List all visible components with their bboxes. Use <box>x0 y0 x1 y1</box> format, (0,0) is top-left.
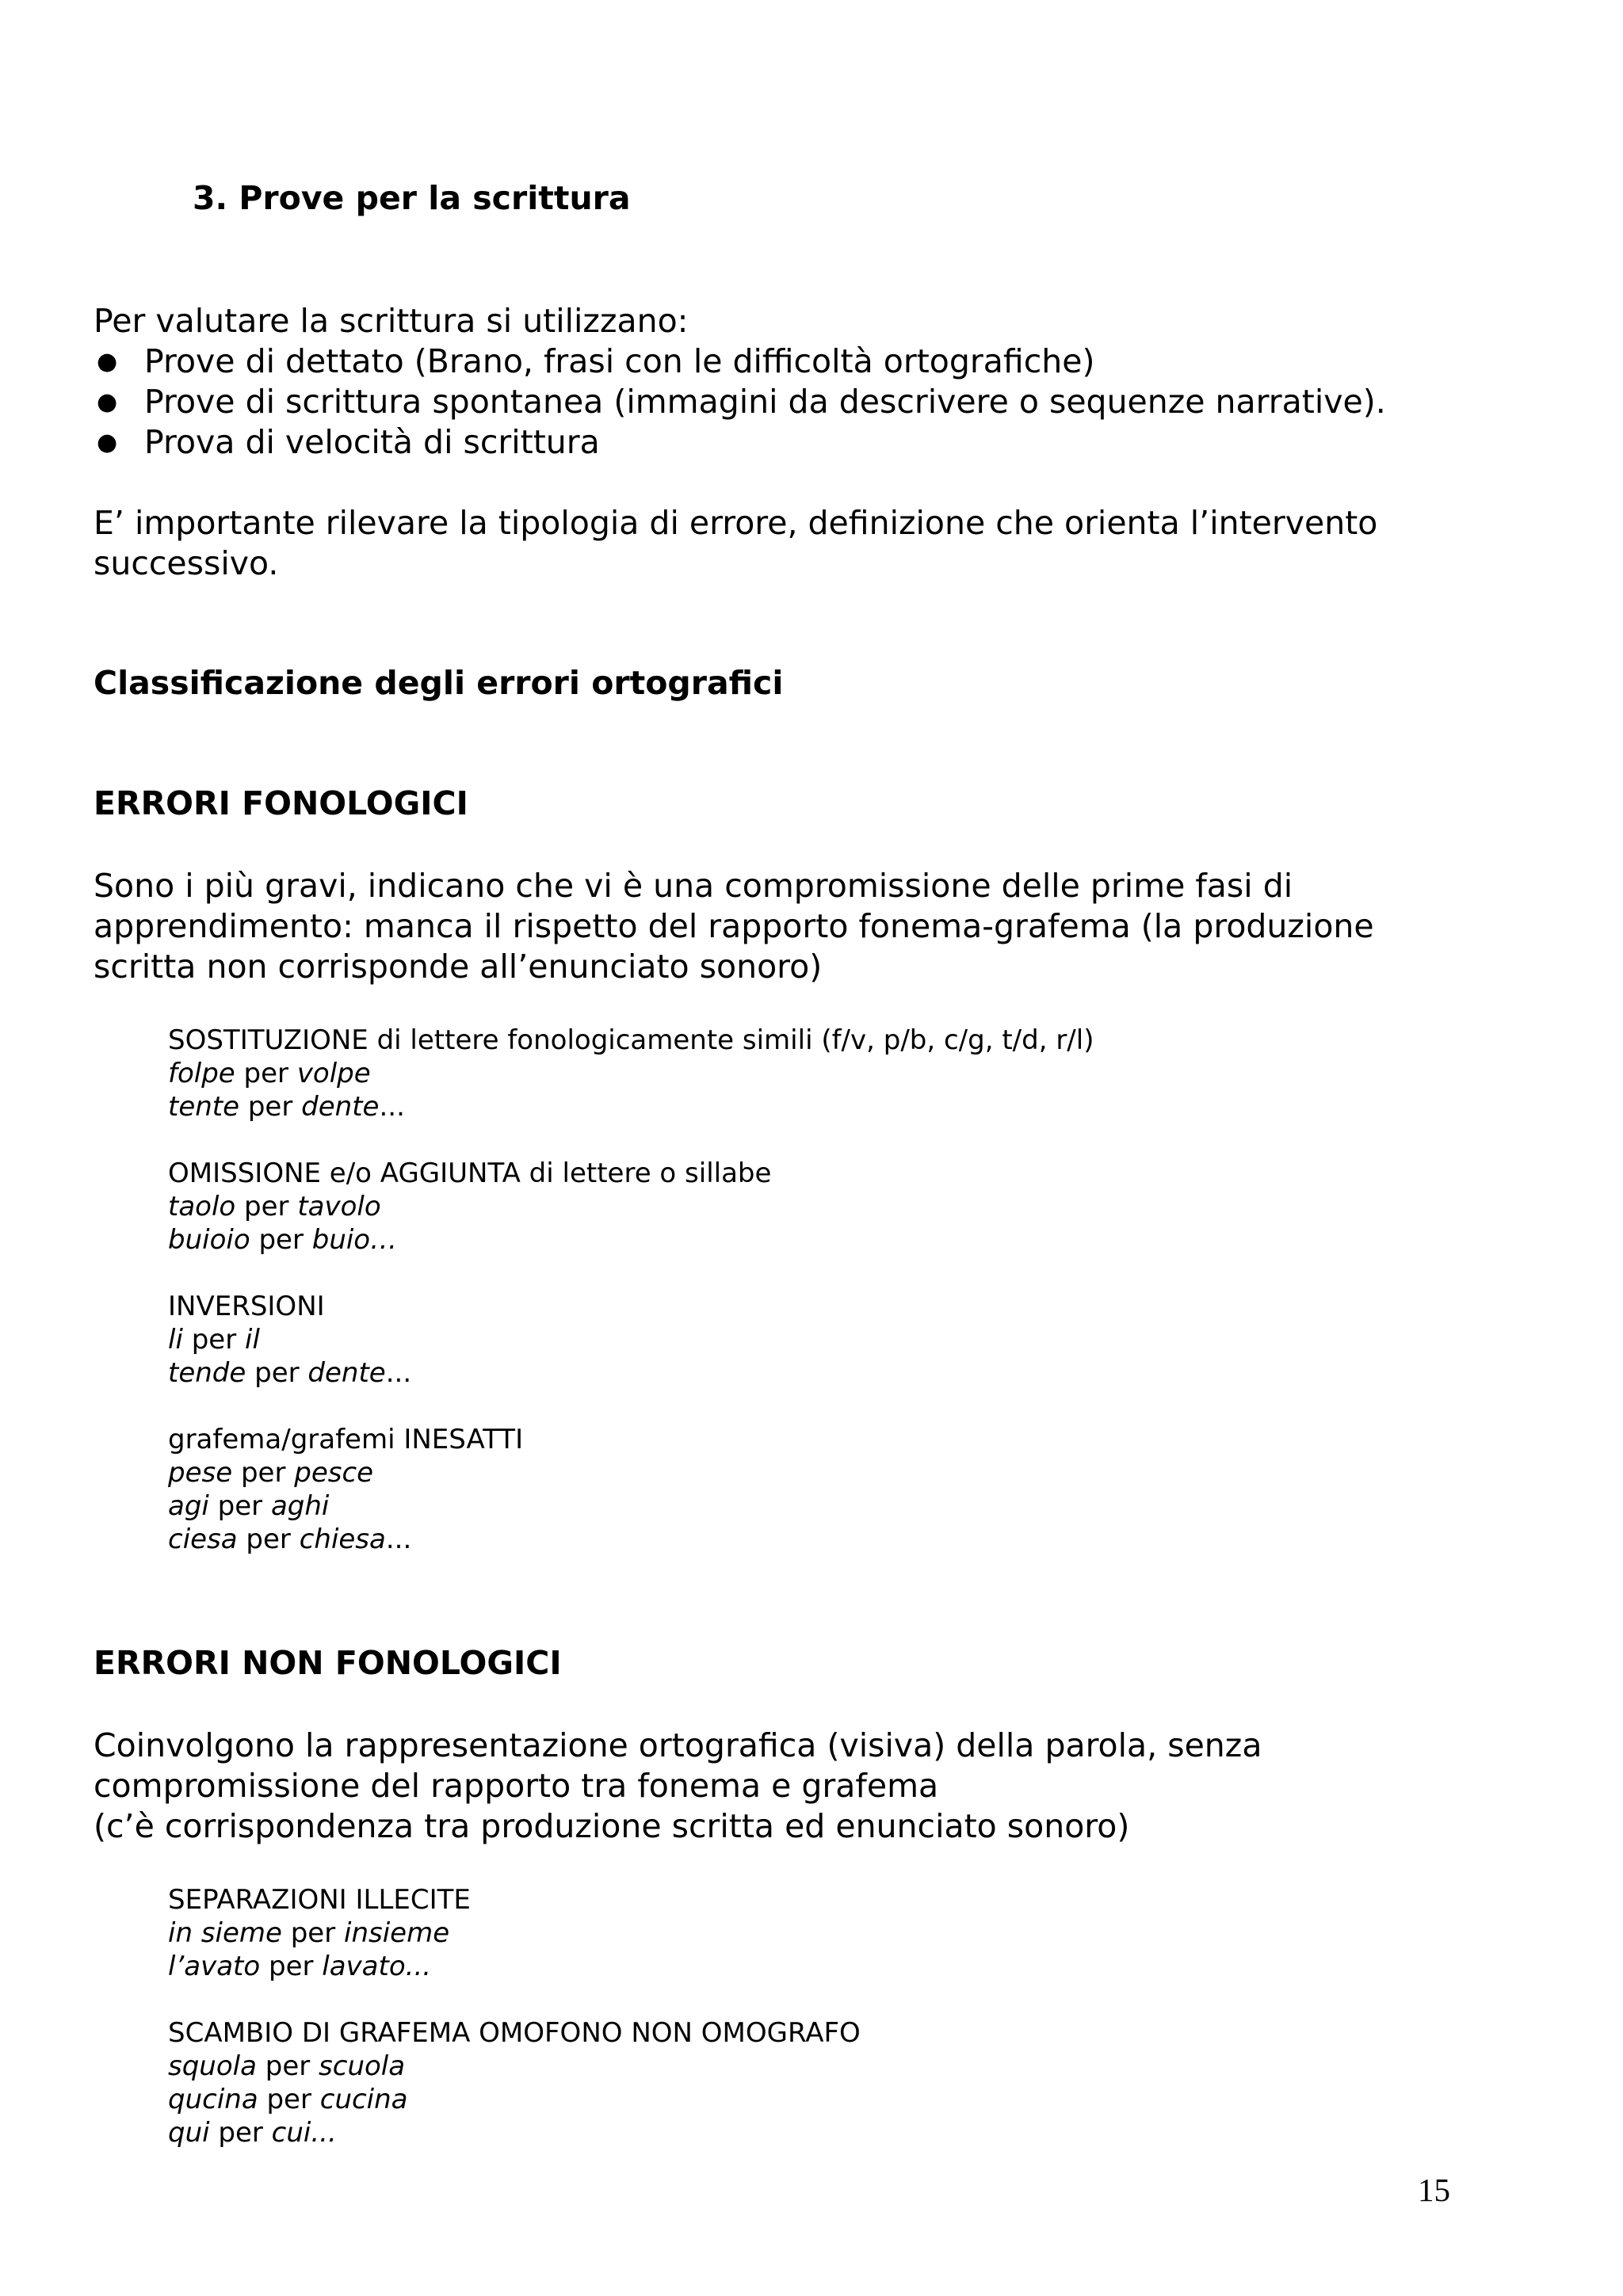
list-item: ● Prova di velocità di scrittura <box>97 423 600 461</box>
group-label: SEPARAZIONI ILLECITE <box>168 1884 471 1916</box>
example-line: pese per pesce <box>168 1457 374 1489</box>
fonologici-heading: ERRORI FONOLOGICI <box>94 784 468 822</box>
example-line: squola per scuola <box>168 2050 406 2082</box>
importance-line-1: E’ importante rilevare la tipologia di errore, definizione che orienta l’intervento <box>94 504 1378 542</box>
sostituzione-group <box>168 1024 1094 1123</box>
non-fonologici-desc-line-1: Coinvolgono la rappresentazione ortografica (visiva) della parola, senza <box>94 1726 1262 1764</box>
example-line: in sieme per insieme <box>168 1917 450 1949</box>
example-line: qucina per cucina <box>168 2084 408 2115</box>
non-fonologici-heading: ERRORI NON FONOLOGICI <box>94 1644 562 1682</box>
inversioni-group <box>168 1290 411 1390</box>
omissione-group <box>168 1157 771 1257</box>
example-line: ciesa per chiesa... <box>168 1524 412 1555</box>
example-line: folpe per volpe <box>168 1058 371 1089</box>
classification-heading: Classificazione degli errori ortografici <box>94 664 784 702</box>
list-item: ● Prove di scrittura spontanea (immagini da descrivere o sequenze narrative). <box>97 383 1386 421</box>
importance-line-2: successivo. <box>94 544 279 582</box>
group-label: SOSTITUZIONE di lettere fonologicamente simili (f/v, p/b, c/g, t/d, r/l) <box>168 1024 1094 1056</box>
separazioni-group <box>168 1883 471 1983</box>
bullet-icon: ● <box>97 388 118 416</box>
inesatti-group <box>168 1423 523 1556</box>
example-line: tende per dente... <box>168 1357 412 1389</box>
test-list <box>94 341 1386 463</box>
non-fonologici-desc-line-2: compromissione del rapporto tra fonema e grafema <box>94 1767 939 1805</box>
group-label: SCAMBIO DI GRAFEMA OMOFONO NON OMOGRAFO <box>168 2017 861 2049</box>
example-line: buioio per buio… <box>168 1224 398 1256</box>
bullet-icon: ● <box>97 429 118 456</box>
group-label: grafema/grafemi INESATTI <box>168 1424 524 1455</box>
group-label: OMISSIONE e/o AGGIUNTA di lettere o sillabe <box>168 1158 772 1189</box>
fonologici-desc-line-1: Sono i più gravi, indicano che vi è una compromissione delle prime fasi di <box>94 867 1293 905</box>
bullet-icon: ● <box>97 348 118 376</box>
example-line: qui per cui... <box>168 2117 337 2149</box>
section-title: 3. Prove per la scrittura <box>193 179 631 217</box>
example-line: tente per dente... <box>168 1091 405 1123</box>
list-item: ● Prove di dettato (Brano, frasi con le difficoltà ortografiche) <box>97 342 1095 380</box>
example-line: taolo per tavolo <box>168 1191 381 1222</box>
scambio-group <box>168 2016 861 2149</box>
non-fonologici-desc-line-3: (c’è corrispondenza tra produzione scritta ed enunciato sonoro) <box>94 1807 1130 1845</box>
fonologici-desc-line-2: apprendimento: manca il rispetto del rapporto fonema-grafema (la produzione <box>94 907 1374 945</box>
example-line: agi per aghi <box>168 1490 330 1522</box>
group-label: INVERSIONI <box>168 1291 325 1322</box>
example-line: l’avato per lavato... <box>168 1951 432 1982</box>
example-line: li per il <box>168 1324 260 1356</box>
fonologici-desc-line-3: scritta non corrisponde all’enunciato sonoro) <box>94 948 823 986</box>
page-number: 15 <box>1418 2172 1450 2208</box>
intro-text: Per valutare la scrittura si utilizzano: <box>94 302 689 340</box>
